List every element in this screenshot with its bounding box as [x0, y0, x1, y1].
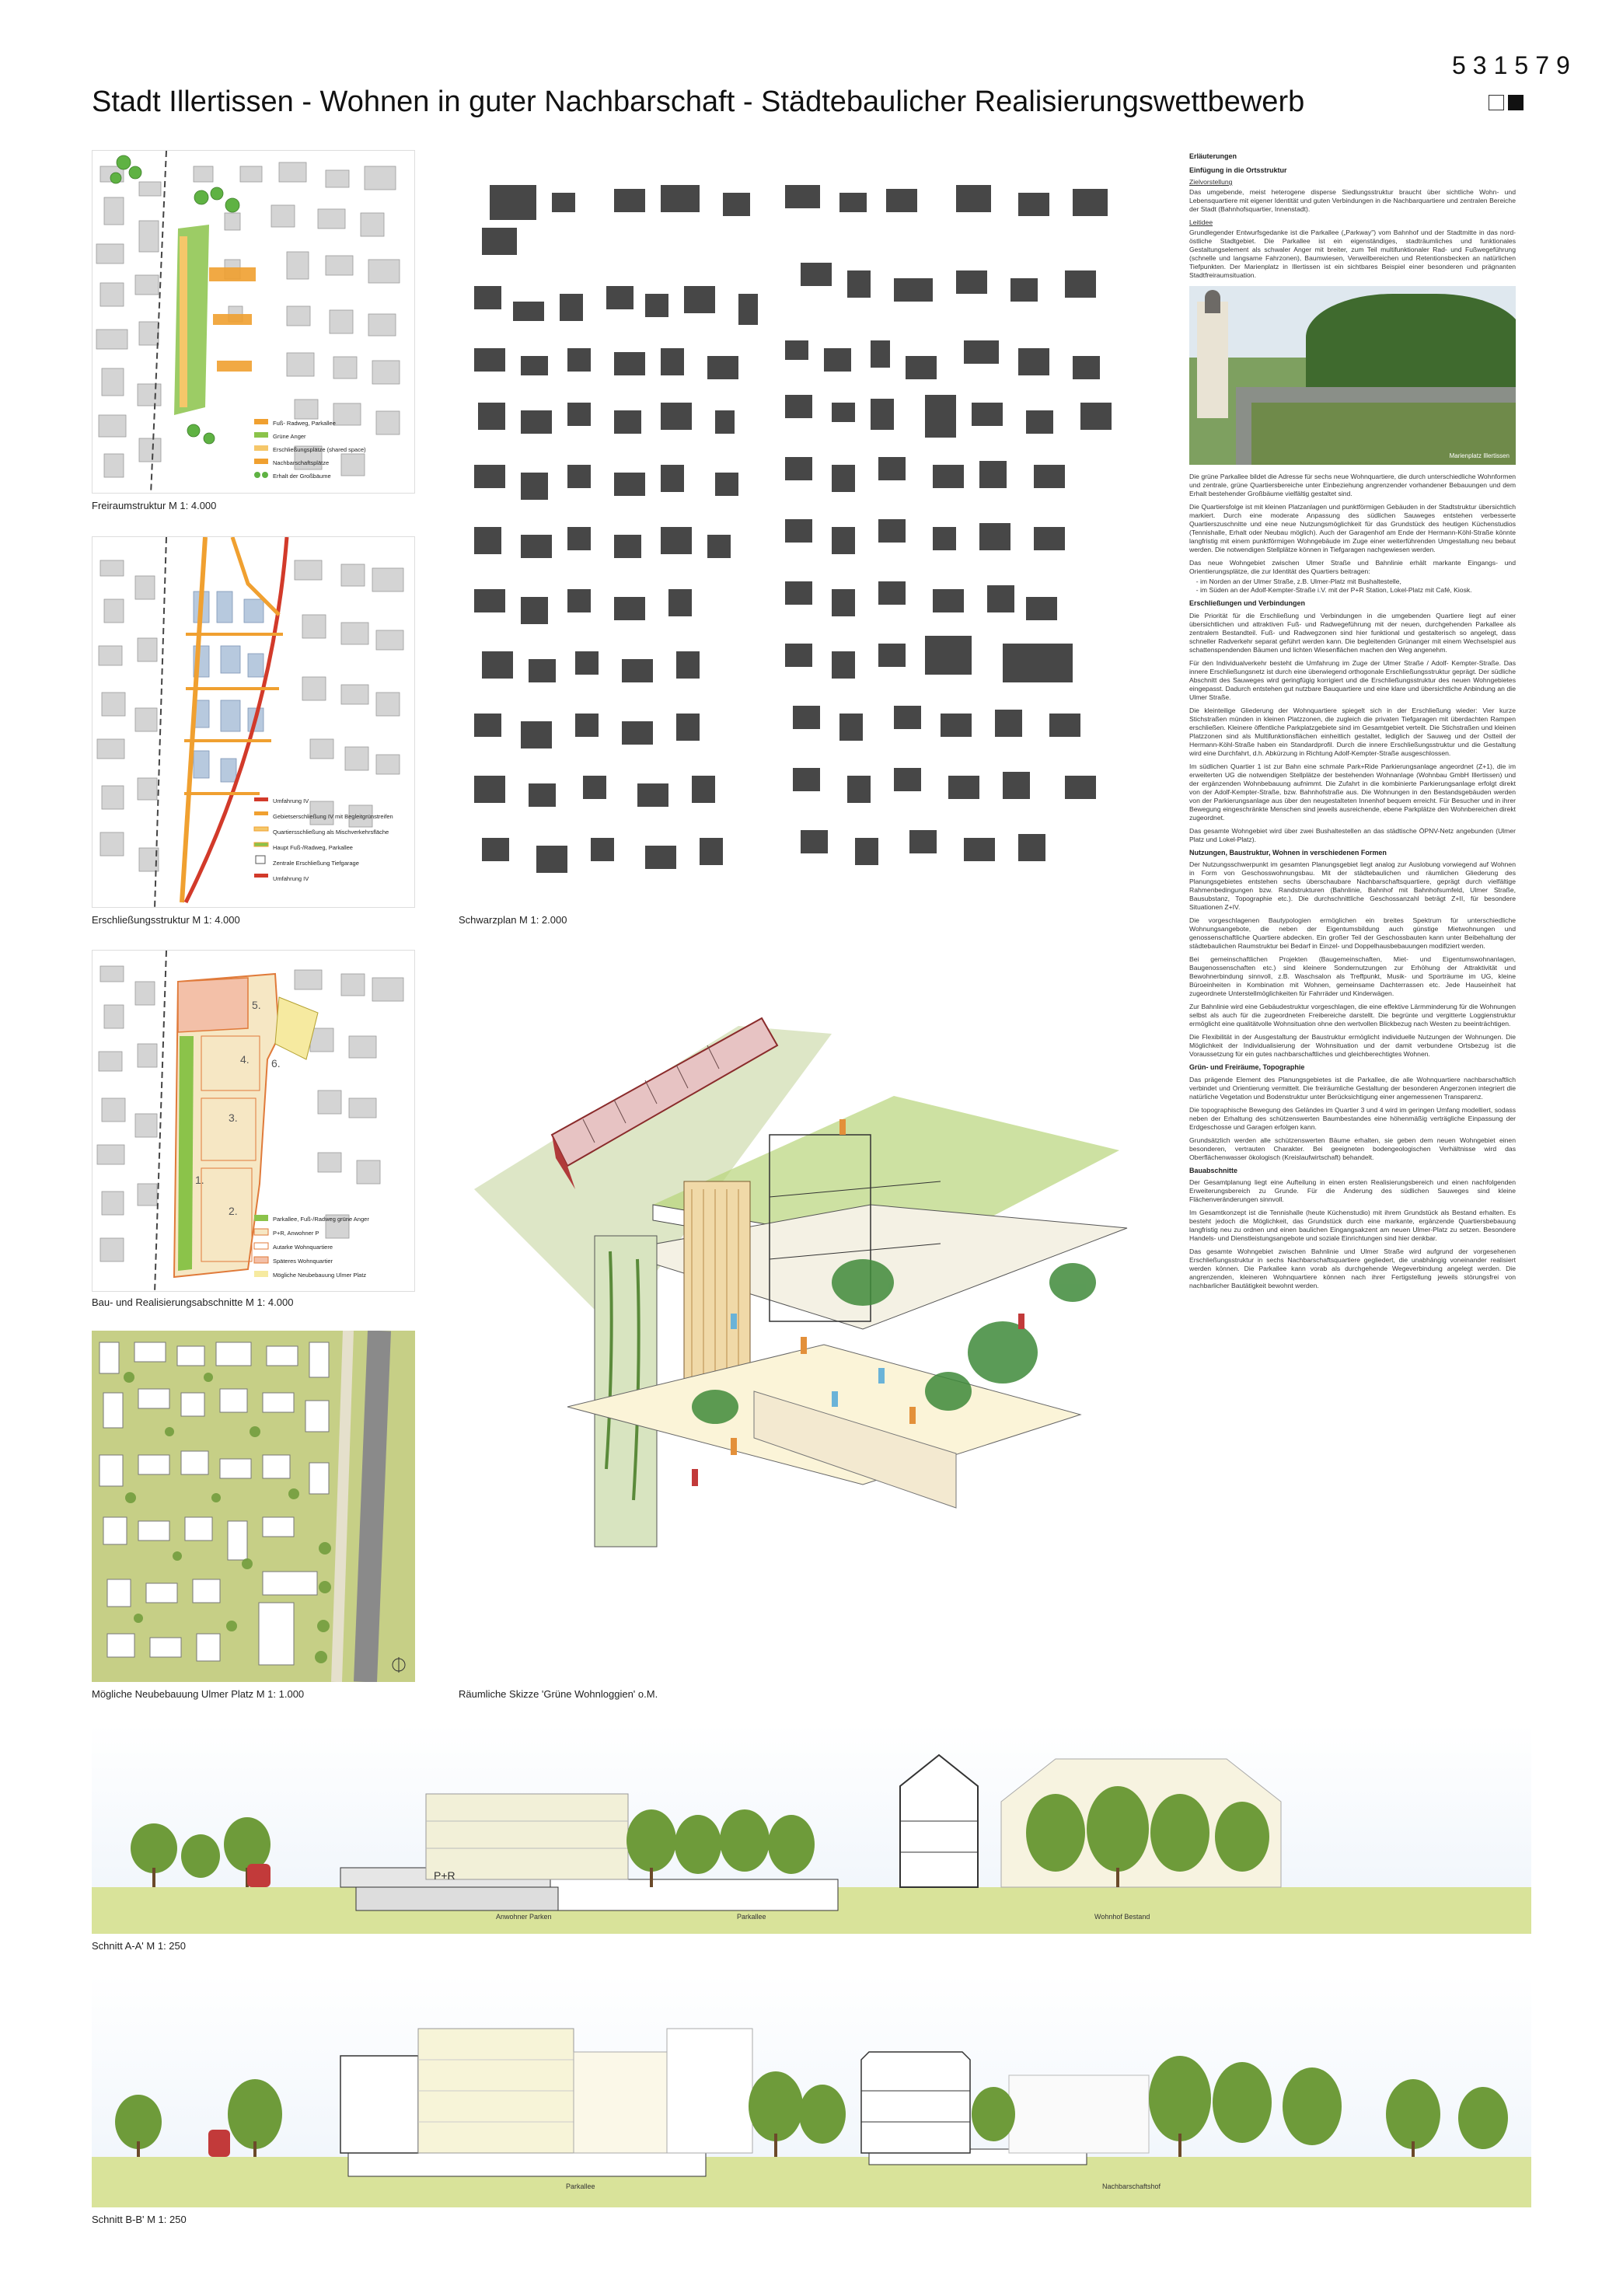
section-a-label-1: Anwohner Parken [496, 1913, 552, 1921]
section-b-label-1: Parkallee [566, 2183, 595, 2190]
section-1-li2: - im Süden an der Adolf-Kempter-Straße i.V. mit der P+R Station, Lokel-Platz mit Café, Kiosk. [1200, 586, 1516, 595]
section-a-label-2: Parkallee [737, 1913, 766, 1921]
caption-section-a: Schnitt A-A' M 1: 250 [92, 1940, 186, 1952]
section-2-p1: Die Priorität für die Erschließung und Verbindungen in die umgebenden Quartiere liegt auf einer übersichtlichen und attraktiven Fuß- und Radwegeführung mit der neuen, durchgehenden Parkallee als zentralem Bestandteil. Fuß- und Radwegzonen sind hier funktional und gestalterisch so angelegt, dass schneller Radverkehr separat geführt werden kann. Die begleitenden Grünanger mit einem Wechselspiel aus schattenspendenden Bäumen und lichten Wiesenflächen machen den Weg angenehm. [1189, 611, 1516, 654]
caption-ulmer-platz: Mögliche Neubebauung Ulmer Platz M 1: 1.000 [92, 1688, 305, 1700]
svg-text:6.: 6. [271, 1057, 281, 1069]
photo-marienplatz [1189, 286, 1516, 465]
freiraum-legend-2: Grüne Anger [273, 433, 306, 440]
section-2-p2: Für den Individualverkehr besteht die Umfahrung im Zuge der Ulmer Straße / Adolf- Kempter-Straße. Das innere Erschließungsnetz ist durch eine überwiegend orthogonale Erschließungsstruktur geprägt. Der südliche Abschnitt des Sauweges wird geringfügig korrigiert und die Erschließungsstruktur des neuen Wohngebietes eingepasst. Dadurch entstehen gut nutzbare Bauquartiere und eine klare und übersichtliche Anbindung an die Ulmer Straße. [1189, 658, 1516, 701]
bau-legend-1: Parkallee, Fuß-/Radweg grüne Anger [273, 1216, 369, 1223]
section-2-p5: Das gesamte Wohngebiet wird über zwei Bushaltestellen an das städtische ÖPNV-Netz angebunden (Ulmer Platz und Lokel-Platz). [1189, 826, 1516, 843]
bau-legend-4: Späteres Wohnquartier [273, 1258, 333, 1265]
erschliessung-legend-5: Zentrale Erschließung Tiefgarage [273, 860, 359, 867]
map-erschliessung [92, 536, 415, 908]
section-1-li1: - im Norden an der Ulmer Straße, z.B. Ulmer-Platz mit Bushaltestelle, [1200, 577, 1516, 586]
section-5-p1: Der Gesamtplanung liegt eine Aufteilung in einen ersten Realisierungsbereich und einen nachfolgenden Erweiterungsbereich zu Grunde. Für die Änderung des südlichen Sauweges sind kleine Flächenveränderungen sinnvoll. [1189, 1178, 1516, 1204]
freiraum-legend [254, 419, 268, 478]
section-1-p4: Die Quartiersfolge ist mit kleinen Platzanlagen und punktförmigen Gebäuden in der Stadtstruktur übersichtlich markiert. Durch eine moderate Anpassung des südlichen Sauweges entstehen verbesserte Quartierszuschnitte und eine neue Nutzungsmöglichkeit für das Grundstück des heutigen Küchenstudios (Tennishalle, Erhalt oder Neubau möglich). Auch der Garagenhof am Ende der Hermann-Köhl-Straße könnte langfristig mit einem punktförmigen Wohngebäude im Zuge einer weiterführenden Umgestaltung neu bebaut werden. Die notwendigen Stellplätze können in Tiefgaragen nachgewiesen werden. [1189, 503, 1516, 554]
erlaeuterungen-column [1189, 148, 1516, 1295]
section-b-drawing [92, 1974, 1531, 2207]
section-1-p2: Grundlegender Entwurfsgedanke ist die Parkallee („Parkway") vom Bahnhof und der Stadtmitte in das nord-östliche Stadtgebiet. Die Parkallee ist ein eigenständiges, stadträumliches und funktionales Gestaltungselement als schwaler Anger mit breiter, zum Teil multifunktionaler Rad- und Fußwegeführung (schnelle und langsame Fahrzonen), Baumwiesen, Verweilbereichen und Retentionsbecken an natürlichen Tiefpunkten. Der Marienplatz in Illertissen ist ein sichtbares Beispiel einer besonderen und prägnanten Stadtfreiraumsituation. [1189, 229, 1516, 280]
section-1-p3: Die grüne Parkallee bildet die Adresse für sechs neue Wohnquartiere, die durch unterschiedliche Wohnformen und zentrale, grüne Quartiersbereiche unter Einbeziehung angrenzender vorhandener Bebauungen und dem Erhalt bestehender Großbäume vielfältig gestaltet sind. [1189, 473, 1516, 498]
skizze-drawing [459, 1003, 1143, 1671]
section-1-sub2: Leitidee [1189, 218, 1213, 227]
section-1-title: Einfügung in die Ortsstruktur [1189, 166, 1287, 174]
page-title: Stadt Illertissen - Wohnen in guter Nachbarschaft - Städtebaulicher Realisierungswettbewerb [92, 85, 1305, 118]
section-a [92, 1724, 1531, 1934]
caption-skizze: Räumliche Skizze 'Grüne Wohnloggien' o.M. [459, 1688, 658, 1700]
map-bauabschnitte [92, 950, 415, 1292]
section-5-p3: Das gesamte Wohngebiet zwischen Bahnlinie und Ulmer Straße wird aufgrund der vorgesehenen Erschließungsstruktur in sechs Nachbarschaftsquartiere gegliedert, die unabhängig voneinander realisiert werden können. Die Parkallee kann vorab als durchgehende Wegeverbindung angelegt werden. Die angrenzenden, kleineren Wohnquartiere können nach ihrer Fertigstellung jeweils störungsfrei von nachbarlicher Bautätigkeit bewohnt werden. [1189, 1247, 1516, 1290]
freiraum-legend-3: Erschließungsplätze (shared space) [273, 446, 366, 453]
section-5-p2: Im Gesamtkonzept ist die Tennishalle (heute Küchenstudio) mit ihrem Grundstück als Bestand erhalten. Es besteht jedoch die Möglichkeit, das Grundstück durch eine markante, ergänzende Quartiersbebauung langfristig neu zu ordnen und einen baulichen Eingangsakzent am neuen Ulmer-Platz zu setzen. Besondere Handels- und Dienstleistungsangebote und soziale Einrichtungen sind hier denkbar. [1189, 1209, 1516, 1243]
freiraum-legend-4: Nachbarschaftsplätze [273, 459, 330, 466]
id-number: 531579 [1452, 51, 1577, 79]
erschliessung-legend-2: Gebietserschließung IV mit Begleitgrünstreifen [273, 813, 393, 820]
section-4-p3: Grundsätzlich werden alle schützenswerten Bäume erhalten, sie geben dem neuen Wohngebiet einen besonderen, vertrauten Charakter. Bei geeigneten bodengeologischen Verhältnisse wird das Oberflächenwasser ökologisch (Kreislaufwirtschaft) behandelt. [1189, 1136, 1516, 1161]
erschliessung-legend-6: Umfahrung IV [273, 875, 309, 882]
caption-erschliessung: Erschließungsstruktur M 1: 4.000 [92, 914, 240, 926]
section-3-title: Nutzungen, Baustruktur, Wohnen in verschiedenen Formen [1189, 848, 1387, 857]
marker-filled-square [1508, 95, 1524, 110]
freiraum-legend-5: Erhalt der Großbäume [273, 473, 331, 480]
caption-bauabschnitte: Bau- und Realisierungsabschnitte M 1: 4.000 [92, 1296, 294, 1308]
section-3-p4: Zur Bahnlinie wird eine Gebäudestruktur vorgeschlagen, die eine effektive Lärmminderung für die Wohnungen selbst als auch für die zugeordneten Freibereiche darstellt. Die begrünte und vergitterte Loggienstruktur ermöglicht eine qualitätvolle Wohnsituation ohne den wertvollen Blickbezug nach Westen zu beeinträchtigen. [1189, 1003, 1516, 1028]
freiraum-plan [92, 151, 415, 494]
schwarzplan-figure [459, 169, 1143, 896]
section-3-p2: Die vorgeschlagenen Bautypologien ermöglichen ein breites Spektrum für unterschiedliche Wohnungsangebote, die neben der Eigentumsbildung auch günstige Mietwohnungen und genossenschaftliche Quartiere abdecken. Ein großer Teil der Geschossbauten kann unter Beibehaltung der städtebaulichen Raumstruktur bei Bedarf in Einzel- und Doppelhausbebauungen modifiziert werden. [1189, 916, 1516, 951]
text-heading: Erläuterungen [1189, 152, 1237, 160]
svg-text:2.: 2. [229, 1205, 238, 1217]
section-1-sub1: Zielvorstellung [1189, 178, 1233, 187]
section-3-p5: Die Flexibilität in der Ausgestaltung der Baustruktur ermöglicht individuelle Nutzungen der Wohnungen. Die Möglichkeit der Individualisierung der Wohnsituation und der damit verbundene Ortsbezug ist die Voraussetzung für ein gutes nachbarschaftliches und gleichberechtigtes Wohnen. [1189, 1033, 1516, 1059]
section-3-p3: Bei gemeinschaftlichen Projekten (Baugemeinschaften, Miet- und Eigentumswohnanlagen, Baugenossenschaften etc.) sind kleinere Sondernutzungen zur Erhöhung der Attraktivität und Bewohnerbindung sinnvoll, z.B. Waschsalon als Treffpunkt, Musik- und Sporträume im UG, kleine Büroeinheiten in Kombination mit Wohnen, gemeinsame Dachterrassen etc. Jede Hauseinheit hat zugeordnete Unterstellmöglichkeiten für Fahrräder und Kinderwägen. [1189, 955, 1516, 998]
marker-empty-square [1489, 95, 1504, 110]
section-2-p4: Im südlichen Quartier 1 ist zur Bahn eine schmale Park+Ride Parkierungsanlage angeordnet (Z+1), die im erweiterten UG die notwendigen Stellplätze der bestehenden Wohnanlage (Wohnbau GmbH Illertissen) und der ergänzenden Wohnbebauung aufnimmt. Die Zufahrt in die kombinierte Parkierungsanlage erfolgt direkt von der Adolf-Kempter-Straße, bzw. Bahnhofstraße aus. Die Wohnungen in den Bestandsgebäuden werden von der Parkierungsanlage aus über den neugestalteten Innenhof bequem erreicht. Für Besucher und in ihrer Bewegung eingeschränkte Menschen sind jeweils ausreichende, ebene Parkplätze den Wohnbereichen direkt zugeordnet. [1189, 762, 1516, 822]
section-3-p1: Der Nutzungsschwerpunkt im gesamten Planungsgebiet liegt analog zur Auslobung vorwiegend auf Wohnen in Form von Geschosswohnungsbau. Mit der städtebaulichen und räumlichen Gliederung des Planungsgebietes entstehen sechs überschaubare Nachbarschaftsquartiere, geprägt durch vielfältige Rahmenbedingungen bzw. Randstrukturen (Bahnlinie, Bahnhof mit Bahnhofsumfeld, Ulmer Straße, Bausubstanz, Topographie etc.). Die durchschnittliche Geschossanzahl beträgt Z+II, für besondere Situationen Z+IV. [1189, 860, 1516, 912]
bau-legend-2: P+R, Anwohner P [273, 1230, 319, 1237]
ulmer-platz-plan [92, 1331, 415, 1682]
section-4-title: Grün- und Freiräume, Topographie [1189, 1063, 1305, 1072]
svg-text:3.: 3. [229, 1111, 238, 1124]
erschliessung-legend-1: Umfahrung IV [273, 797, 309, 804]
section-2-p3: Die kleinteilige Gliederung der Wohnquartiere spiegelt sich in der Erschließung wieder: Vier kurze Stichstraßen münden in kleinen Platzzonen, die zugleich die privaten Tiefgaragen mit überdachten Rampen erschließen. Kleinere öffentliche Parkplatzgebiete sind im Gesamtgebiet verteilt. Die Stichstraßen und kleinen Platzzonen sind als Multifunktionsflächen einheitlich gestaltet, lediglich der Sauweg und der Ostteil der Hermann-Köhl-Straße haben ein Standardprofil. Durch die innere Erschließungsstruktur und die Gestaltung wird eine Durchfahrt, d.h. Abkürzung in Richtung Adolf-Kempter-Straße ausgeschlossen. [1189, 706, 1516, 757]
section-b [92, 1974, 1531, 2207]
bau-legend-3: Autarke Wohnquartiere [273, 1244, 333, 1251]
section-a-label-3: Wohnhof Bestand [1094, 1913, 1150, 1921]
caption-schwarzplan: Schwarzplan M 1: 2.000 [459, 914, 567, 926]
erschliessung-legend-4: Haupt Fuß-/Radweg, Parkallee [273, 844, 353, 851]
section-a-pr-label: P+R [434, 1869, 455, 1882]
photo-caption: Marienplatz Illertissen [1449, 452, 1510, 459]
caption-freiraum: Freiraumstruktur M 1: 4.000 [92, 500, 217, 511]
map-freiraum [92, 150, 415, 494]
section-4-p2: Die topographische Bewegung des Geländes im Quartier 3 und 4 wird im geringen Umfang modelliert, sodass neben der Erhaltung des schützenswerten Baumbestandes eine höhenmäßig verträgliche Einpassung der Erdgeschosse und Garagen erfolgen kann. [1189, 1105, 1516, 1131]
bau-legend-5: Mögliche Neubebauung Ulmer Platz [273, 1272, 367, 1279]
skizze [459, 1003, 1143, 1671]
section-1-p1: Das umgebende, meist heterogene disperse Siedlungsstruktur braucht über sichtliche Wohn- und Lebensquartiere mit eigener Identität und guten Verbindungen in die Nachbarquartiere und zentralen Bereiche der Stadt (Bahnhofsquartier, Innenstadt). [1189, 188, 1516, 214]
svg-text:1.: 1. [195, 1174, 204, 1186]
svg-text:5.: 5. [252, 999, 261, 1011]
erschliessung-legend-3: Quartiersschließung als Mischverkehrsfläche [273, 829, 389, 836]
section-4-p1: Das prägende Element des Planungsgebietes ist die Parkallee, die alle Wohnquartiere nachbarschaftlich verbindet und Orientierung vermittelt. Die freiräumliche Gestaltung der besonderen Angerzonen integriert die natürliche Vegetation und Bodenstruktur unter Berücksichtigung einer angemessenen Transparenz. [1189, 1075, 1516, 1101]
section-a-drawing [92, 1724, 1531, 1934]
caption-section-b: Schnitt B-B' M 1: 250 [92, 2214, 187, 2225]
svg-text:4.: 4. [240, 1053, 250, 1066]
schwarzplan [459, 169, 1143, 896]
section-1-p5: Das neue Wohngebiet zwischen Ulmer Straße und Bahnlinie erhält markante Eingangs- und Orientierungsplätze, die zur Identität des Quartiers beitragen: [1189, 559, 1516, 576]
section-b-label-2: Nachbarschaftshof [1102, 2183, 1161, 2190]
section-2-title: Erschließungen und Verbindungen [1189, 599, 1306, 608]
freiraum-legend-1: Fuß- Radweg, Parkallee [273, 420, 336, 427]
map-ulmer-platz [92, 1331, 415, 1682]
section-5-title: Bauabschnitte [1189, 1166, 1238, 1174]
